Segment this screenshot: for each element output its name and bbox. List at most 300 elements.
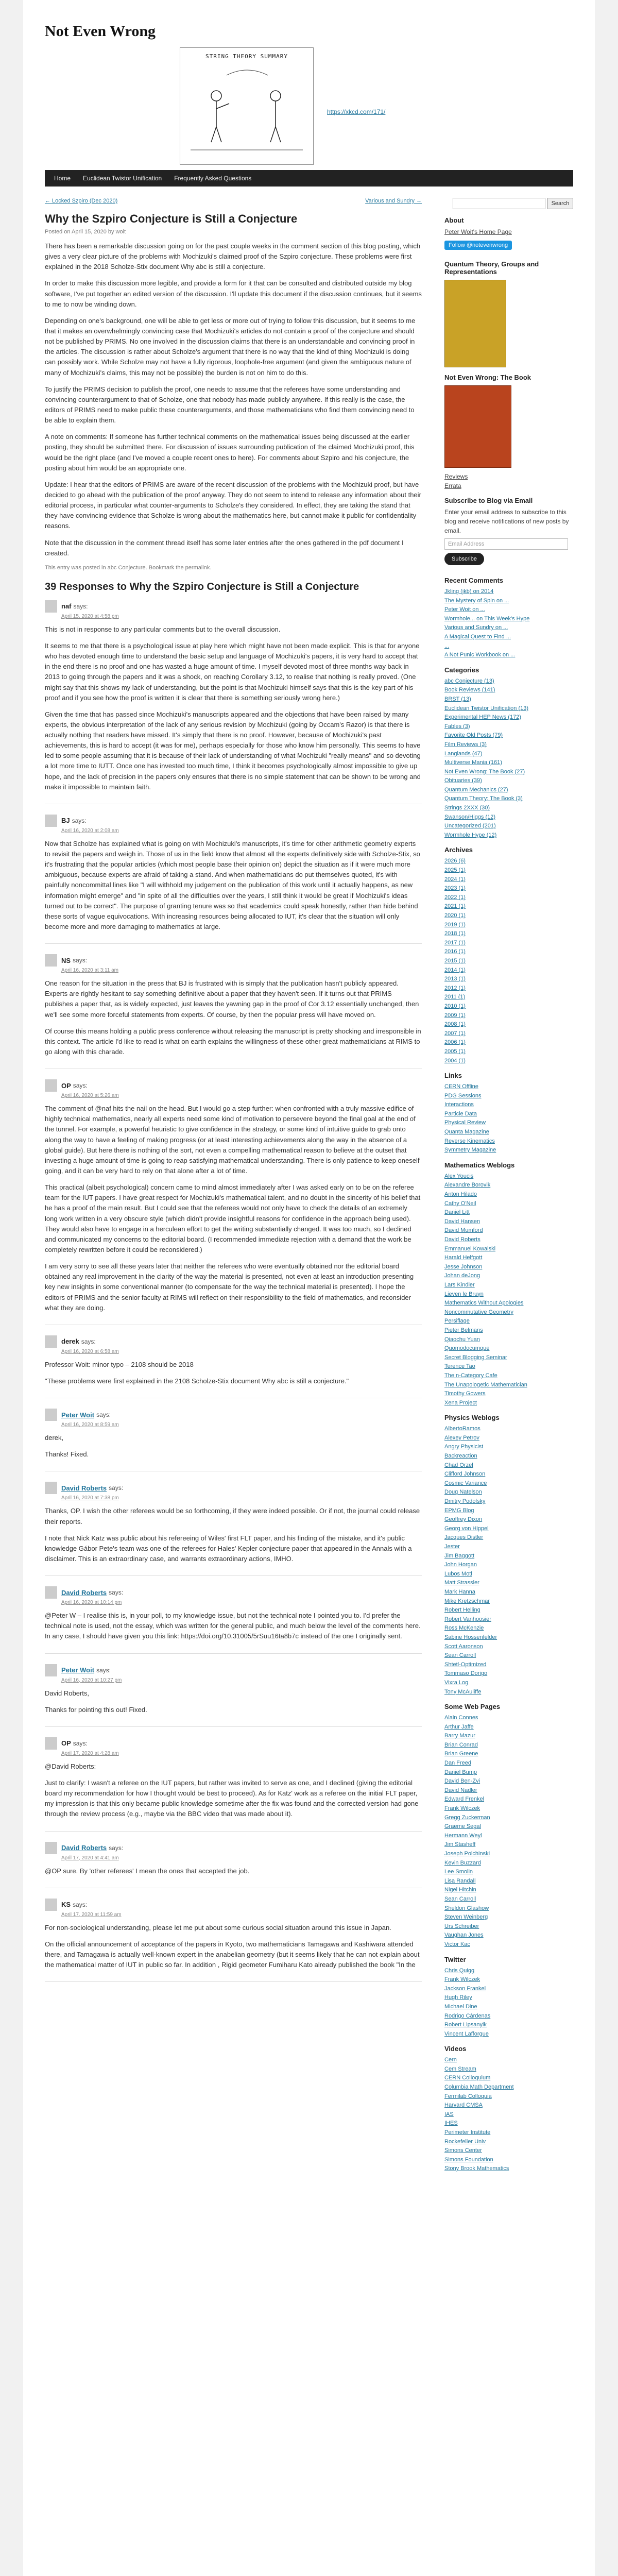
comment-header — [45, 815, 422, 827]
book1-title: Quantum Theory, Groups and Representations — [444, 260, 539, 276]
sidebar — [436, 198, 573, 2174]
web-page-link[interactable]: Urs Schreiber — [444, 1923, 479, 1929]
physics-weblog-link[interactable]: Robert Helling — [444, 1607, 480, 1614]
math-weblog-link[interactable]: Cathy O'Neil — [444, 1200, 476, 1207]
comment-date-link[interactable]: April 16, 2020 at 7:38 pm — [61, 1495, 119, 1501]
math-weblog-link[interactable]: Noncommutative Geometry — [444, 1309, 513, 1315]
comment-author: KS — [61, 1901, 71, 1909]
comment-body — [45, 624, 422, 792]
archive-link[interactable]: 2021 (1) — [444, 903, 466, 910]
math-weblog-link[interactable]: The Unapologetic Mathematician — [444, 1381, 527, 1388]
categories-list — [444, 677, 573, 840]
physics-weblog-link[interactable]: Sabine Hossenfelder — [444, 1634, 497, 1640]
twitter-follow-button[interactable]: Follow @notevenwrong — [444, 241, 512, 250]
web-page-link[interactable]: Victor Kac — [444, 1941, 470, 1947]
comment-date-link[interactable]: April 16, 2020 at 10:14 pm — [61, 1600, 122, 1606]
comment-author: derek — [61, 1337, 79, 1346]
comment-author[interactable]: David Roberts — [61, 1484, 107, 1492]
twitter-link[interactable]: Vincent Lafforgue — [444, 2030, 489, 2037]
site-title[interactable]: Not Even Wrong — [45, 23, 156, 40]
comment-author[interactable]: Peter Woit — [61, 1411, 95, 1419]
post-paragraph: There has been a remarkable discussion going on for the past couple weeks in the comment section of this blog posting, which gives a very clear picture of the problems with Mochizuki's claimed proof of the Szpiro conjecture. These problems were first explained in the 2018 Scholze-Stix document Why abc is still a conjecture. — [45, 242, 421, 271]
physics-weblogs-list — [444, 1425, 573, 1697]
math-weblog-link[interactable]: Timothy Gowers — [444, 1391, 486, 1397]
math-weblog-link[interactable]: Quomodocumque — [444, 1345, 490, 1352]
comment-author: naf — [61, 602, 72, 611]
video-link[interactable]: Perimeter Institute — [444, 2129, 491, 2136]
math-weblog-link[interactable]: Lars Kindler — [444, 1281, 475, 1288]
says-label: says: — [73, 957, 88, 964]
web-page-link[interactable]: Gregg Zuckerman — [444, 1814, 490, 1821]
twitter-link[interactable]: Jackson Frankel — [444, 1985, 486, 1992]
comment-date-link[interactable]: April 16, 2020 at 3:11 am — [61, 968, 118, 974]
category-link[interactable]: Favorite Old Posts (79) — [444, 732, 503, 739]
about-title: About — [444, 216, 464, 224]
archive-link[interactable]: 2016 (1) — [444, 948, 466, 955]
comment — [45, 1586, 422, 1653]
comment-author[interactable]: Peter Woit — [61, 1666, 95, 1674]
videos-title: Videos — [444, 2045, 467, 2053]
comment-date-link[interactable]: April 17, 2020 at 4:41 am — [61, 1855, 119, 1861]
recent-comment-link[interactable]: A Not Punic Workbook on ... — [444, 652, 516, 658]
physics-weblog-link[interactable]: Angry Physicist — [444, 1444, 484, 1450]
physics-weblog-link[interactable]: Lubos Motl — [444, 1570, 472, 1577]
physics-weblog-link[interactable]: Chad Orzel — [444, 1462, 473, 1468]
comment-header — [45, 1586, 422, 1599]
archive-link[interactable]: 2022 (1) — [444, 894, 466, 901]
physics-weblog-link[interactable]: Jacques Distler — [444, 1534, 484, 1541]
archive-link[interactable]: 2024 (1) — [444, 876, 466, 883]
math-weblog-link[interactable]: David Hansen — [444, 1218, 480, 1225]
video-link[interactable]: Cern — [444, 2057, 457, 2063]
comment-date-link[interactable]: April 15, 2020 at 4:58 pm — [61, 613, 119, 619]
archive-link[interactable]: 2012 (1) — [444, 985, 466, 991]
main-content — [45, 198, 436, 2174]
book-cover-image[interactable] — [444, 385, 511, 468]
external-link[interactable]: Reverse Kinematics — [444, 1138, 495, 1144]
comment — [45, 600, 422, 804]
math-weblog-link[interactable]: Xena Project — [444, 1399, 477, 1406]
math-weblog-link[interactable]: Secret Blogging Seminar — [444, 1354, 507, 1361]
math-weblog-link[interactable]: Alexandre Borovik — [444, 1182, 491, 1189]
comment-paragraph: @OP sure. By 'other referees' I mean the ones that accepted the job. — [45, 1867, 250, 1875]
comment-paragraph: @David Roberts: — [45, 1762, 96, 1770]
says-label: says: — [109, 1844, 124, 1852]
recent-comment-link[interactable]: Jkling (jkb) on 2014 — [444, 588, 494, 595]
physics-weblog-link[interactable]: Shtetl-Optimized — [444, 1661, 487, 1668]
comment-body — [45, 1360, 422, 1386]
xkcd-link[interactable]: https://xkcd.com/171/ — [327, 108, 386, 115]
math-weblog-link[interactable]: Emmanuel Kowalski — [444, 1245, 496, 1252]
web-page-link[interactable]: Arthur Jaffe — [444, 1723, 474, 1730]
physics-weblog-link[interactable]: Georg von Hippel — [444, 1525, 489, 1532]
subscribe-title: Subscribe to Blog via Email — [444, 497, 533, 504]
avatar — [45, 1664, 57, 1676]
comment-paragraph: Professor Woit: minor typo – 2108 should be 2018 — [45, 1360, 194, 1368]
comment-author: NS — [61, 956, 71, 964]
avatar — [45, 1409, 57, 1421]
physics-weblog-link[interactable]: Vixra Log — [444, 1679, 469, 1686]
video-link[interactable]: IHES — [444, 2120, 458, 2127]
web-page-link[interactable]: Jim Stasheff — [444, 1841, 476, 1848]
external-link[interactable]: Interactions — [444, 1101, 474, 1108]
comment-paragraph: Thanks, OP. I wish the other referees would be so forthcoming, if they were indeed possible. Or if not, the journal could release their reports. — [45, 1507, 420, 1526]
comment — [45, 1409, 422, 1471]
archive-link[interactable]: 2009 (1) — [444, 1012, 466, 1019]
math-weblog-link[interactable]: Pieter Belmans — [444, 1327, 483, 1333]
comment-date-link[interactable]: April 16, 2020 at 8:59 am — [61, 1422, 119, 1428]
web-page-link[interactable]: Edward Frenkel — [444, 1796, 485, 1803]
external-link[interactable]: Particle Data — [444, 1110, 477, 1117]
comment-paragraph: This is not in response to any particular comments but to the overall discussion. — [45, 625, 281, 633]
says-label: says: — [96, 1411, 111, 1419]
math-weblog-link[interactable]: The n-Category Cafe — [444, 1372, 497, 1379]
post-meta: Posted on April 15, 2020 by woit — [45, 229, 126, 235]
post-navigation — [45, 198, 422, 204]
archive-link[interactable]: 2025 (1) — [444, 867, 466, 874]
comment-header — [45, 1664, 422, 1676]
physics-weblog-link[interactable]: Cosmic Variance — [444, 1480, 487, 1486]
avatar — [45, 1586, 57, 1599]
category-link[interactable]: Langlands (47) — [444, 750, 483, 757]
recent-comment-link[interactable]: Wormhole... on This Week's Hype — [444, 615, 530, 622]
avatar — [45, 1842, 57, 1854]
post-paragraph: A note on comments: If someone has further technical comments on the mathematical issues being discussed at the earlier posting, they should be submitted there. For discussion of issues surrounding publication of the claimed Mochizuki proof, this would be the right place (and I've moved a couple recent ones to here). For comments about Szpiro and his conjecture, the posting about him would be an appropriate one. — [45, 433, 415, 472]
errata-link[interactable]: Errata — [444, 482, 461, 489]
web-page-link[interactable]: Daniel Bump — [444, 1769, 477, 1775]
physics-weblog-link[interactable]: Tony McAuliffe — [444, 1688, 482, 1695]
recent-comment-link[interactable]: Peter Woit on ... — [444, 606, 485, 613]
math-weblog-link[interactable]: Mathematics Without Apologies — [444, 1300, 524, 1307]
web-page-link[interactable]: Sheldon Glashow — [444, 1905, 489, 1911]
search-button[interactable]: Search — [547, 198, 573, 209]
external-link[interactable]: Symmetry Magazine — [444, 1147, 496, 1154]
external-link[interactable]: Physical Review — [444, 1120, 486, 1126]
comment-paragraph: David Roberts, — [45, 1689, 89, 1697]
archive-link[interactable]: 2026 (6) — [444, 858, 466, 865]
physics-weblog-link[interactable]: Backreaction — [444, 1453, 477, 1460]
comment-date-link[interactable]: April 17, 2020 at 4:28 am — [61, 1750, 119, 1756]
avatar — [45, 815, 57, 827]
says-label: says: — [72, 817, 87, 824]
archive-link[interactable]: 2004 (1) — [444, 1057, 466, 1064]
video-link[interactable]: Harvard CMSA — [444, 2102, 483, 2109]
category-link[interactable]: Wormhole Hype (12) — [444, 832, 497, 838]
category-link[interactable]: Swanson/Higgs (12) — [444, 814, 496, 820]
twitter-link[interactable]: Chris Quigg — [444, 1967, 475, 1974]
physics-weblog-link[interactable]: Robert Vanhoosier — [444, 1616, 491, 1622]
video-link[interactable]: Simons Foundation — [444, 2156, 493, 2163]
comment-date-link[interactable]: April 16, 2020 at 10:27 pm — [61, 1677, 122, 1683]
physics-weblog-link[interactable]: Geoffrey Dixon — [444, 1516, 483, 1523]
web-page-link[interactable]: Alain Connes — [444, 1715, 478, 1721]
comment-list — [45, 600, 422, 1982]
comment-paragraph: Now that Scholze has explained what is going on with Mochizuki's manuscripts, it's time for other arithmetic geometry experts to revisit the papers and weigh in. Those of us in the field know that almost all the experts definitively side with Scholze-Stix, so it's frustrating that the popular articles (which most people base their opinion on) depict the situation as if it were much more ambiguous, because experts are afraid of taking a stand. And when mathematicians do put themselves quoted, it's with painfully noncommittal lines like "I will withhold my judgement on the publication of this work until it actually happens, as new information might emerge" and "in spite of all the difficulties over the years, I still think it would be great if Mochizuki's ideas turned out to be correct". The purpose of granting tenure was so that academics could speak honestly, rather than hide behind these sorts of vague equivocations. With increasing resources being allocated to IUT, it's clear that the situation will only become more and more damaging to mathematics at large. — [45, 839, 420, 931]
category-link[interactable]: Obituaries (39) — [444, 777, 482, 784]
web-page-link[interactable]: Steven Weinberg — [444, 1914, 488, 1921]
recent-comment-link[interactable]: The Mystery of Spin on ... — [444, 597, 509, 604]
category-link[interactable]: Uncategorized (201) — [444, 823, 496, 829]
main-nav — [45, 170, 573, 187]
physics-weblog-link[interactable]: Ross McKenzie — [444, 1625, 484, 1632]
physics-weblog-link[interactable]: Matt Strassler — [444, 1580, 479, 1586]
nav-item-home[interactable]: Home — [54, 175, 71, 182]
web-pages-list — [444, 1714, 573, 1949]
avatar — [45, 1079, 57, 1092]
math-weblog-link[interactable]: Lieven le Bruyn — [444, 1291, 484, 1297]
math-weblog-link[interactable]: Qiaochu Yuan — [444, 1336, 480, 1343]
physics-weblog-link[interactable]: Scott Aaronson — [444, 1643, 483, 1650]
archive-link[interactable]: 2023 (1) — [444, 885, 466, 892]
math-weblogs-list — [444, 1172, 573, 1408]
avatar — [45, 1899, 57, 1911]
comment-paragraph: I am very sorry to see all these years later that neither the referees who were eventually obtained nor the editorial board obtained any real improvement in the clarity of the way the material is presented, not even at least an introduction presenting key new insights in some conventional manner (to compensate for the way the technical material is presented). I hope the editors of PRIMS and the senior faculty at RIMS will reflect on their responsibility to the field of mathematics, and reconsider what they are doing. — [45, 1262, 414, 1312]
comment-header — [45, 1899, 422, 1911]
web-page-link[interactable]: Brian Greene — [444, 1751, 478, 1757]
recent-comment-link[interactable]: ... — [444, 642, 450, 649]
post-title: Why the Szpiro Conjecture is Still a Conjecture — [45, 212, 298, 225]
content-layout — [45, 198, 573, 2174]
archive-link[interactable]: 2018 (1) — [444, 930, 466, 937]
archive-link[interactable]: 2014 (1) — [444, 967, 466, 973]
next-post-link[interactable]: Various and Sundry → — [365, 198, 422, 204]
physics-weblog-link[interactable]: John Horgan — [444, 1562, 477, 1568]
web-page-link[interactable]: Lisa Randall — [444, 1877, 476, 1884]
archive-link[interactable]: 2013 (1) — [444, 976, 466, 982]
says-label: says: — [96, 1666, 111, 1674]
categories-title: Categories — [444, 666, 479, 674]
physics-weblog-link[interactable]: Tommaso Dorigo — [444, 1670, 488, 1677]
comment-header — [45, 600, 422, 613]
web-page-link[interactable]: Frank Wilczek — [444, 1805, 480, 1812]
avatar — [45, 600, 57, 613]
web-page-link[interactable]: Sean Carroll — [444, 1895, 476, 1902]
math-weblog-link[interactable]: Daniel Litt — [444, 1209, 470, 1216]
comment-date-link[interactable]: April 16, 2020 at 6:58 am — [61, 1348, 119, 1354]
video-link[interactable]: Rockefeller Univ — [444, 2138, 486, 2145]
book2-title: Not Even Wrong: The Book — [444, 374, 531, 381]
comment-author[interactable]: David Roberts — [61, 1588, 107, 1597]
math-weblog-link[interactable]: David Mumford — [444, 1227, 483, 1234]
says-label: says: — [109, 1484, 124, 1492]
web-page-link[interactable]: Brian Conrad — [444, 1741, 478, 1748]
responses-title: 39 Responses to Why the Szpiro Conjecture is Still a Conjecture — [45, 581, 359, 592]
archive-link[interactable]: 2015 (1) — [444, 957, 466, 964]
physics-weblog-link[interactable]: Clifford Johnson — [444, 1471, 486, 1478]
comment-paragraph: Just to clarify: I wasn't a referee on the IUT papers, but rather was invited to serve as one, and I declined (giving the editorial board my recommendation for how I thought would be best to proceed). As for Katz' work as a referee on the initial FLT paper, my impression is that this only became public knowledge sometime after the fix was found and the corrected version had gone through the review process (e.g., maybe via the BBC video that was made about it). — [45, 1778, 419, 1818]
category-link[interactable]: abc Conjecture (13) — [444, 677, 494, 684]
archive-link[interactable]: 2007 (1) — [444, 1030, 466, 1037]
math-weblog-link[interactable]: Anton Hilado — [444, 1191, 477, 1198]
comic-drawing-icon — [180, 60, 313, 163]
comment — [45, 954, 422, 1069]
category-link[interactable]: Multiverse Mania (161) — [444, 759, 502, 766]
comment — [45, 1664, 422, 1727]
math-weblog-link[interactable]: Harald Helfgott — [444, 1255, 483, 1261]
twitter-link[interactable]: Robert Lipsanyik — [444, 2022, 487, 2028]
archive-link[interactable]: 2020 (1) — [444, 912, 466, 919]
says-label: says: — [73, 1082, 88, 1090]
avatar — [45, 954, 57, 967]
comment — [45, 1482, 422, 1576]
says-label: says: — [73, 1901, 88, 1908]
math-weblog-link[interactable]: Johan deJong — [444, 1273, 480, 1279]
category-link[interactable]: Fables (3) — [444, 723, 470, 730]
email-field[interactable]: Email Address — [444, 538, 568, 550]
physics-weblog-link[interactable]: Sean Carroll — [444, 1652, 476, 1659]
search-input[interactable] — [453, 198, 545, 209]
comment-body — [45, 839, 422, 932]
math-weblog-link[interactable]: Jesse Johnson — [444, 1263, 483, 1270]
comment-header — [45, 1409, 422, 1421]
comment-body — [45, 1761, 422, 1820]
twitter-link[interactable]: Frank Wilczek — [444, 1976, 480, 1983]
physics-weblog-link[interactable]: Jester — [444, 1544, 460, 1550]
comment-body — [45, 1688, 422, 1715]
avatar — [45, 1335, 57, 1348]
comment-body — [45, 1104, 422, 1313]
comment-header — [45, 1079, 422, 1092]
math-weblog-link[interactable]: Persiflage — [444, 1318, 470, 1325]
recent-comment-link[interactable]: Various and Sundry on ... — [444, 624, 508, 631]
comment — [45, 1842, 422, 1888]
comment — [45, 815, 422, 944]
says-label: says: — [73, 602, 88, 610]
category-link[interactable]: Strings 2XXX (30) — [444, 805, 490, 811]
comment-paragraph: @Peter W – I realise this is, in your poll, to my knowledge issue, but not the technical note I pointed you to. I'd prefer the technical note is used, not the essay, which was written for the general public, and much below the level of the comments here. In any case, I should have given you this link: https://doi.org/10.31005/5rSuu16ta8b7c instead of the one I originally sent. — [45, 1612, 421, 1640]
video-link[interactable]: Simons Center — [444, 2147, 482, 2154]
comment-date-link[interactable]: April 17, 2020 at 11:59 am — [61, 1911, 122, 1918]
comment-author: BJ — [61, 817, 70, 825]
web-page-link[interactable]: Graeme Segal — [444, 1823, 481, 1830]
says-label: says: — [81, 1337, 96, 1345]
comment-paragraph: Given the time that has passed since Mochizuki's manuscripts appeared and the objections that have been raised by many experts, the obvious interpretation of the lack of any serious revision by Mochizuki (going by Occam's Razor) is that there is actually nothing that readers have missed. It's simply that there is no proof. However, because of Mochizuki's past achievements, this is hard to accept (it was for me), perhaps especially for those who know him personally. This seems to have led to some people assuming that it is because of their lack of understanding of what Mochizuki "really means" and so devoting a lot more time to IUTT. Once one has invested too much time, I think it becomes psychologically almost impossible to give up hope, and the lack of precision in the papers only ensures that there is no simple statement that can be shown to be wrong and make it impossible to maintain faith. — [45, 710, 421, 791]
archive-link[interactable]: 2006 (1) — [444, 1039, 466, 1046]
archive-link[interactable]: 2005 (1) — [444, 1048, 466, 1055]
nav-item-faq[interactable]: Frequently Asked Questions — [174, 175, 252, 182]
archive-link[interactable]: 2017 (1) — [444, 939, 466, 946]
web-page-link[interactable]: Hermann Weyl — [444, 1832, 482, 1839]
avatar — [45, 1482, 57, 1494]
says-label: says: — [109, 1589, 124, 1597]
comment-date-link[interactable]: April 16, 2020 at 2:08 am — [61, 827, 119, 834]
reviews-link[interactable]: Reviews — [444, 473, 468, 480]
comment-date-link[interactable]: April 16, 2020 at 5:26 am — [61, 1093, 119, 1099]
video-link[interactable]: Cem Stream — [444, 2065, 476, 2072]
physics-weblog-link[interactable]: EPMG Blog — [444, 1507, 474, 1514]
web-page-link[interactable]: Nigel Hitchin — [444, 1887, 476, 1893]
category-link[interactable]: BRST (13) — [444, 696, 471, 702]
comment-paragraph: On the official announcement of acceptance of the papers in Kyoto, two mathematicians Tamagawa and Kashiwara attended there, and Tamagawa is actually well-known expert in the anabelian geometry (but it seems likely that he can not explain about the mathematical matter of IUT in public so far. In addition , Rigid geometer Fumiharu Kato already published the book "In the — [45, 1940, 420, 1969]
subscribe-text: Enter your email address to subscribe to this blog and receive notifications of new posts by email. — [444, 509, 569, 534]
web-page-link[interactable]: Dan Freed — [444, 1760, 471, 1767]
about-link[interactable]: Peter Woit's Home Page — [444, 228, 512, 235]
comment-paragraph: For non-sociological understanding, please let me put about some curious social situation around this issue in Japan. — [45, 1923, 391, 1931]
web-page-link[interactable]: David Ben-Zvi — [444, 1778, 480, 1785]
math-weblog-link[interactable]: Alex Youcis — [444, 1173, 474, 1179]
page — [23, 0, 595, 2576]
math-weblog-link[interactable]: Terence Tao — [444, 1363, 475, 1370]
comment-paragraph: One reason for the situation in the press that BJ is frustrated with is simply that the publication hasn't publicly appeared. Experts are rightly hesitant to say something definitive about a paper that they haven't seen. If it turns out that PRIMS publishes a paper that, as is widely expected, just leaves the yawning gap in the proof of Cor 3.12 essentially unchanged, then we'll see some more forceful statements from experts. Of course, by then the popular press will have moved on. — [45, 979, 419, 1019]
video-link[interactable]: Fermilab Colloquia — [444, 2093, 492, 2099]
category-link[interactable]: Experimental HEP News (172) — [444, 714, 521, 721]
twitter-link[interactable]: Hugh Riley — [444, 1994, 472, 2001]
twitter-link[interactable]: Rodrigo Cárdenas — [444, 2012, 491, 2019]
web-page-link[interactable]: Lee Smolin — [444, 1869, 473, 1875]
physics-weblog-link[interactable]: Jim Baggott — [444, 1552, 475, 1559]
category-link[interactable]: Book Reviews (141) — [444, 687, 495, 693]
external-link[interactable]: Quanta Magazine — [444, 1129, 489, 1136]
category-link[interactable]: Quantum Theory: The Book (3) — [444, 795, 523, 802]
external-link[interactable]: CERN Offline — [444, 1083, 478, 1090]
archives-list — [444, 857, 573, 1065]
comment-header — [45, 954, 422, 967]
external-link[interactable]: PDG Sessions — [444, 1092, 482, 1099]
video-link[interactable]: Columbia Math Department — [444, 2084, 514, 2091]
post-footer: This entry was posted in abc Conjecture. Bookmark the permalink. — [45, 564, 212, 571]
post-paragraph: Note that the discussion in the comment thread itself has some later entries after the ones gathered in the pdf document I created. — [45, 538, 404, 557]
video-link[interactable]: CERN Colloquium — [444, 2075, 491, 2081]
nav-item-twistor[interactable]: Euclidean Twistor Unification — [83, 175, 162, 182]
archives-title: Archives — [444, 846, 473, 854]
category-link[interactable]: Not Even Wrong: The Book (27) — [444, 768, 525, 775]
category-link[interactable]: Euclidean Twistor Unification (13) — [444, 705, 529, 711]
math-weblog-link[interactable]: David Roberts — [444, 1236, 480, 1243]
archive-link[interactable]: 2010 (1) — [444, 1003, 466, 1009]
physics-weblog-link[interactable]: Mike Kretzschmar — [444, 1598, 490, 1604]
avatar — [45, 1737, 57, 1750]
recent-comments-list — [444, 587, 573, 660]
web-page-link[interactable]: Vaughan Jones — [444, 1932, 484, 1939]
says-label: says: — [73, 1739, 88, 1747]
category-link[interactable]: Film Reviews (3) — [444, 741, 487, 748]
comment-header — [45, 1737, 422, 1750]
comment-author[interactable]: David Roberts — [61, 1844, 107, 1852]
comment-author: OP — [61, 1081, 71, 1090]
comment — [45, 1899, 422, 1982]
comment — [45, 1079, 422, 1325]
physics-weblog-link[interactable]: Alexey Petrov — [444, 1434, 479, 1441]
physics-weblog-link[interactable]: AlbertoRamos — [444, 1426, 480, 1432]
web-page-link[interactable]: Barry Mazur — [444, 1733, 475, 1739]
math-weblogs-title: Mathematics Weblogs — [444, 1161, 515, 1169]
post-paragraph: In order to make this discussion more legible, and provide a form for it that can be consulted and distributed outside my blog software, I've put together an edited version of the discussion. I'll update this document if the discussion continues, but it seems to me to now be winding down. — [45, 279, 422, 308]
prev-post-link[interactable]: ← Locked Szpiro (Dec 2020) — [45, 198, 118, 204]
physics-weblog-link[interactable]: Dmitry Podolsky — [444, 1498, 486, 1505]
book-cover-image[interactable] — [444, 280, 506, 367]
post-paragraph: Update: I hear that the editors of PRIMS are aware of the recent discussion of the problems with the Mochizuki proof, but have decided to go ahead with the publication of the proof anyway. They do not seem to intend to release any information about their editorial process, in particular what counter-arguments to Scholze's they considered. In effect, they are taking the stand that they have convincing evidence that Scholze is wrong about the mathematics here, but cannot make it public for confidentiality reasons. — [45, 480, 421, 530]
comment-paragraph: The comment of @naf hits the nail on the head. But I would go a step further: when confronted with a truly massive edifice of highly technical mathematics, nearly all experts need some kind of motivation to persevere beyond the final goal at the end of the tunnel. For example, a powerful heuristic to give confidence in the strategy, or some kind of intuitive guide to grab onto along the way to have a feeling of making progress (or at least interesting achievements along the way in the absence of a global guide). But here there is nothing of the sort, not even a compelling mathematical reason to believe at the outset that investing a huge amount of time is going to reap satisfying mathematical understanding. There is only patience to keep oneself going, and it can be very hard to rely on that alone after a lot of time. — [45, 1105, 420, 1175]
video-link[interactable]: Stony Brook Mathematics — [444, 2165, 509, 2172]
recent-comments-title: Recent Comments — [444, 577, 504, 584]
comment-paragraph: "These problems were first explained in the 2108 Scholze-Stix document Why abc is still a conjecture." — [45, 1377, 349, 1385]
physics-weblogs-title: Physics Weblogs — [444, 1414, 500, 1422]
links-title: Links — [444, 1072, 462, 1080]
physics-weblog-link[interactable]: Mark Hanna — [444, 1588, 475, 1595]
web-page-link[interactable]: David Nadler — [444, 1787, 477, 1793]
video-link[interactable]: IAS — [444, 2111, 454, 2117]
twitter-link[interactable]: Michael Dine — [444, 2003, 477, 2010]
subscribe-button[interactable]: Subscribe — [444, 553, 484, 565]
web-page-link[interactable]: Joseph Polchinski — [444, 1851, 490, 1857]
archive-link[interactable]: 2011 (1) — [444, 994, 466, 1001]
archive-link[interactable]: 2008 (1) — [444, 1021, 466, 1028]
archive-link[interactable]: 2019 (1) — [444, 921, 466, 928]
physics-weblog-link[interactable]: Doug Natelson — [444, 1489, 482, 1496]
recent-comment-link[interactable]: A Magical Quest to Find ... — [444, 633, 511, 640]
web-page-link[interactable]: Kevin Buzzard — [444, 1859, 481, 1866]
category-link[interactable]: Quantum Mechanics (27) — [444, 786, 508, 793]
